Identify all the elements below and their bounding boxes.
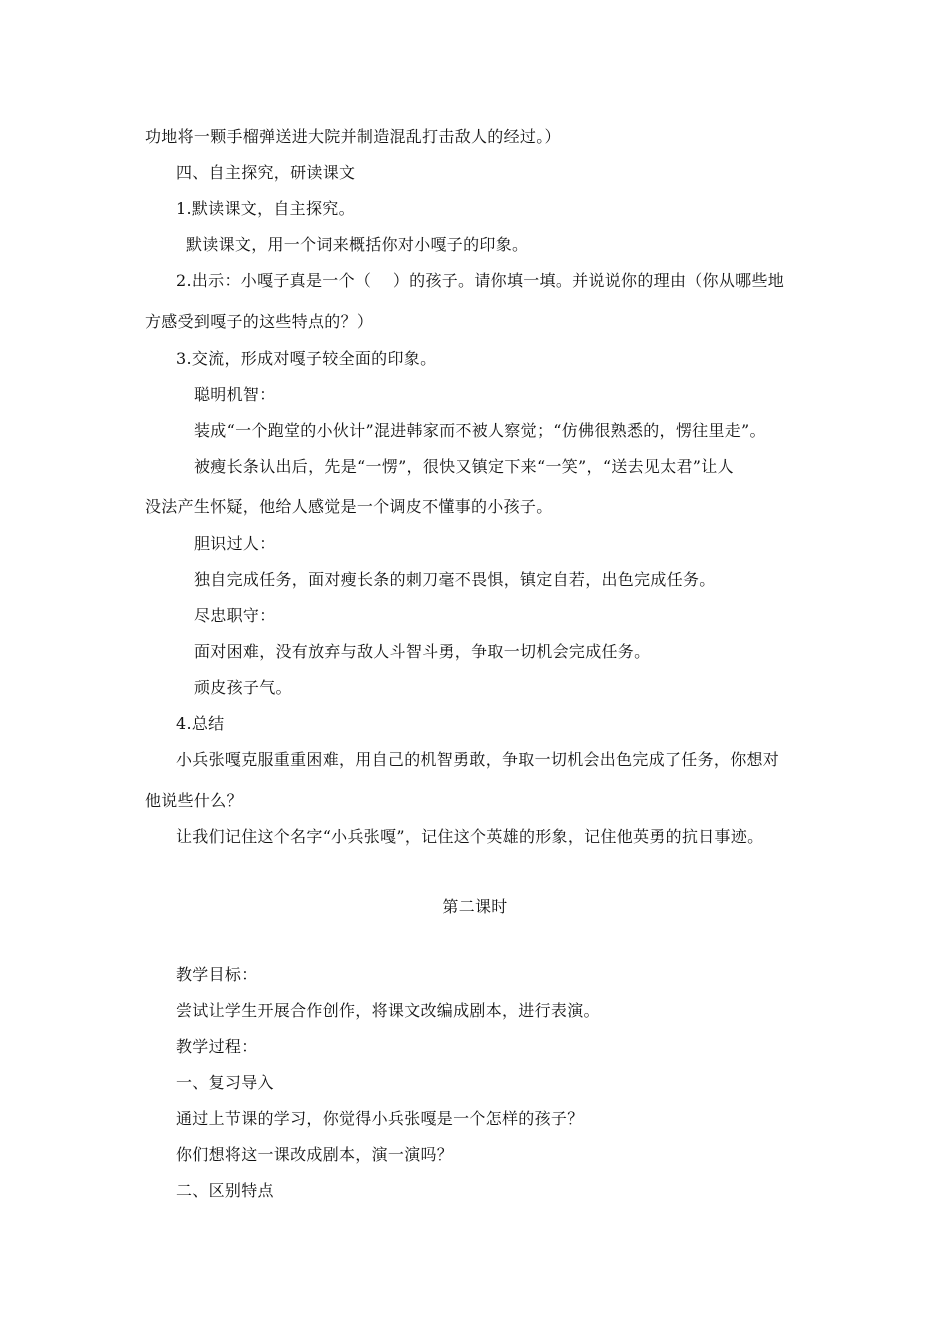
text-line: 通过上节课的学习，你觉得小兵张嘎是一个怎样的孩子？ [176, 1109, 584, 1128]
text-line: 方感受到嘎子的这些特点的？） [145, 312, 374, 331]
text-line: 2.出示：小嘎子真是一个（ ）的孩子。请你填一填。并说说你的理由（你从哪些地 [176, 271, 785, 290]
text-line: 默读课文，用一个词来概括你对小嘎子的印象。 [186, 235, 529, 254]
text-line: 独自完成任务，面对瘦长条的刺刀毫不畏惧，镇定自若，出色完成任务。 [194, 570, 716, 589]
text-line: 3.交流，形成对嘎子较全面的印象。 [176, 349, 437, 368]
subheading: 顽皮孩子气。 [194, 678, 292, 697]
text-line: 小兵张嘎克服重重困难，用自己的机智勇敢，争取一切机会出色完成了任务，你想对 [176, 750, 780, 769]
text-line: 你们想将这一课改成剧本，演一演吗？ [176, 1145, 454, 1164]
subheading: 尽忠职守： [194, 606, 276, 625]
subheading: 教学目标： [176, 965, 258, 984]
section-heading: 四、自主探究，研读课文 [176, 163, 356, 182]
text-line: 他说些什么？ [145, 791, 243, 810]
text-line: 面对困难，没有放弃与敌人斗智斗勇，争取一切机会完成任务。 [194, 642, 651, 661]
text-line: 没法产生怀疑，他给人感觉是一个调皮不懂事的小孩子。 [145, 497, 553, 516]
text-line: 让我们记住这个名字“小兵张嘎”，记住这个英雄的形象，记住他英勇的抗日事迹。 [176, 827, 764, 846]
subheading: 聪明机智： [194, 385, 276, 404]
section-heading: 一、复习导入 [176, 1073, 274, 1092]
text-line: 被瘦长条认出后，先是“一愣”，很快又镇定下来“一笑”，“送去见太君”让人 [194, 457, 734, 476]
section-heading: 二、区别特点 [176, 1181, 274, 1200]
subheading: 教学过程： [176, 1037, 258, 1056]
subheading: 胆识过人： [194, 534, 276, 553]
lesson-title: 第二课时 [442, 897, 508, 916]
text-line: 4.总结 [176, 714, 225, 733]
text-line: 功地将一颗手榴弹送进大院并制造混乱打击敌人的经过。） [145, 127, 561, 146]
text-line: 1.默读课文，自主探究。 [176, 199, 355, 218]
text-line: 尝试让学生开展合作创作，将课文改编成剧本，进行表演。 [176, 1001, 600, 1020]
text-line: 装成“一个跑堂的小伙计”混进韩家而不被人察觉；“仿佛很熟悉的，愣往里走”。 [194, 421, 766, 440]
